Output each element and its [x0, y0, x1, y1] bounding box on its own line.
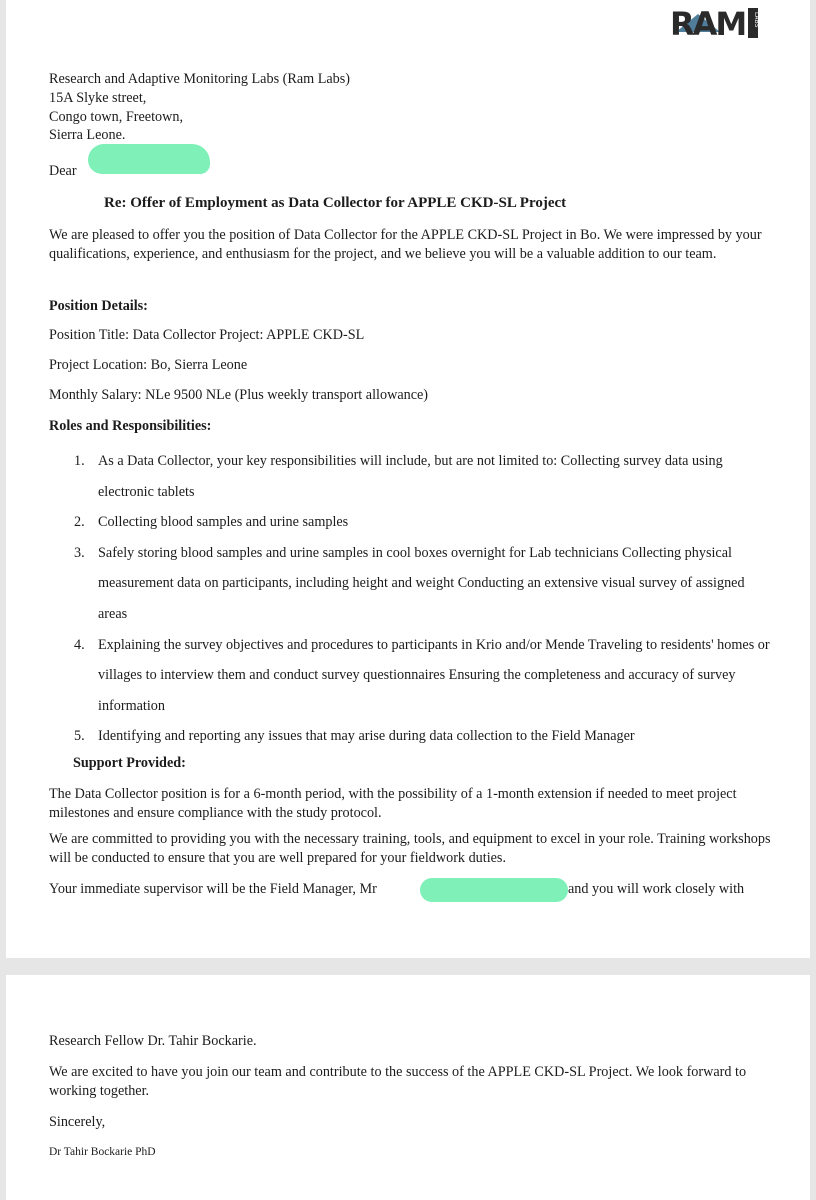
roles-heading: Roles and Responsibilities:	[49, 418, 212, 434]
role-number: 5.	[74, 728, 85, 745]
monthly-salary: Monthly Salary: NLe 9500 NLe (Plus weekly transport allowance)	[49, 387, 429, 403]
ram-labs-logo	[668, 2, 760, 42]
position-title: Position Title: Data Collector Project: APPLE CKD-SL	[49, 327, 365, 343]
project-location: Project Location: Bo, Sierra Leone	[49, 357, 248, 373]
role-text: As a Data Collector, your key responsibilities will include, but are not limited to: Collecting survey data using electronic tablets	[98, 453, 723, 500]
logo-side-text: LABS	[753, 12, 760, 28]
supervisor-text-start: Your immediate supervisor will be the Field Manager, Mr	[49, 881, 377, 897]
research-fellow-line: Research Fellow Dr. Tahir Bockarie.	[49, 1033, 257, 1049]
role-item	[64, 507, 774, 538]
address-line-3: Congo town, Freetown,	[49, 109, 183, 125]
letter-page-2	[6, 975, 810, 1200]
intro-paragraph: We are pleased to offer you the position of Data Collector for the APPLE CKD-SL Project in Bo. We were impressed by your qualifications, experience, and enthusiasm for the project, and we believe you will be a valuable addition to our team.	[49, 227, 762, 262]
subject-line: Re: Offer of Employment as Data Collector for APPLE CKD-SL Project	[104, 195, 567, 211]
role-number: 4.	[74, 636, 85, 653]
role-number: 2.	[74, 514, 85, 531]
salutation: Dear	[49, 163, 77, 179]
position-details-heading: Position Details:	[49, 298, 148, 314]
support-heading: Support Provided:	[73, 755, 186, 771]
role-number: 1.	[74, 453, 85, 469]
address-line-1: Research and Adaptive Monitoring Labs (Ram Labs)	[49, 71, 351, 87]
support-paragraph-2: We are committed to providing you with the necessary training, tools, and equipment to excel in your role. Training workshops will be conducted to ensure that you are well prepared for your fieldwork duties.	[49, 831, 771, 866]
redacted-recipient-name	[88, 144, 210, 174]
address-line-4: Sierra Leone.	[49, 127, 126, 143]
role-item	[64, 446, 774, 507]
letter-page-1	[6, 0, 810, 958]
redacted-field-manager-name	[420, 878, 568, 902]
sign-off: Sincerely,	[49, 1114, 106, 1130]
role-text: Safely storing blood samples and urine samples in cool boxes overnight for Lab technicians Collecting physical measurement data on participants, including height and weight Conducting an extensive visual survey of assigned areas	[98, 544, 745, 622]
closing-paragraph: We are excited to have you join our team and contribute to the success of the APPLE CKD-SL Project. We look forward to working together.	[49, 1064, 747, 1099]
role-number: 3.	[74, 544, 85, 561]
role-item	[64, 630, 774, 722]
support-paragraph-1: The Data Collector position is for a 6-month period, with the possibility of a 1-month extension if needed to meet project milestones and ensure compliance with the study protocol.	[49, 786, 737, 821]
role-item	[64, 721, 774, 752]
roles-list	[64, 446, 774, 752]
address-line-2: 15A Slyke street,	[49, 90, 147, 106]
signature-name: Dr Tahir Bockarie PhD	[49, 1146, 156, 1158]
role-text: Identifying and reporting any issues that may arise during data collection to the Field Manager	[98, 728, 635, 745]
role-text: Explaining the survey objectives and procedures to participants in Krio and/or Mende Traveling to residents' homes or villages to interview them and conduct survey questionnaires Ensuring the completeness and accuracy of survey information	[98, 636, 770, 714]
role-text: Collecting blood samples and urine samples	[98, 514, 349, 531]
supervisor-text-end: and you will work closely with	[568, 881, 745, 897]
logo-text: RAM	[670, 5, 746, 42]
role-item	[64, 538, 774, 630]
